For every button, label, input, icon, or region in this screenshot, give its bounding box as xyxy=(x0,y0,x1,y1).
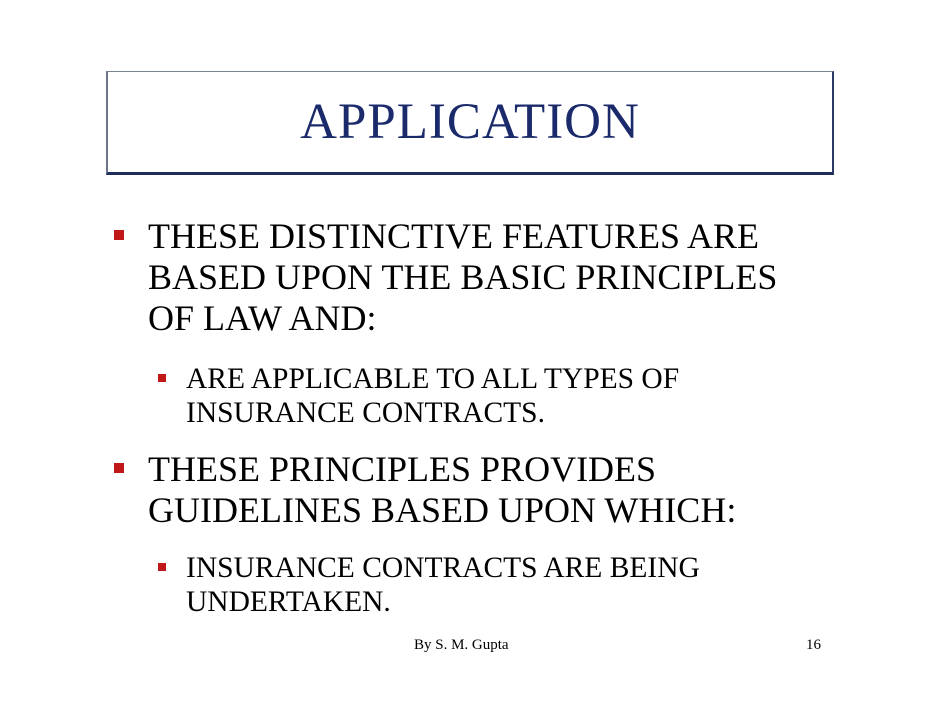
bullet-1-text: THESE DISTINCTIVE FEATURES ARE BASED UPON THE BASIC PRINCIPLES OF LAW AND: xyxy=(148,216,778,338)
slide-title: APPLICATION xyxy=(300,94,640,150)
red-square-bullet-icon xyxy=(114,463,124,473)
bullet-2-text: THESE PRINCIPLES PROVIDES GUIDELINES BASED UPON WHICH: xyxy=(148,449,737,530)
sub-bullet-2-text: INSURANCE CONTRACTS ARE BEING UNDERTAKEN. xyxy=(186,552,700,618)
slide-title-box xyxy=(106,71,834,175)
sub-bullet-1-text: ARE APPLICABLE TO ALL TYPES OF INSURANCE CONTRACTS. xyxy=(186,363,680,429)
red-square-bullet-icon xyxy=(158,374,166,382)
red-square-bullet-icon xyxy=(158,563,166,571)
red-square-bullet-icon xyxy=(114,230,124,240)
page-number: 16 xyxy=(806,637,821,653)
footer-author: By S. M. Gupta xyxy=(414,637,509,653)
